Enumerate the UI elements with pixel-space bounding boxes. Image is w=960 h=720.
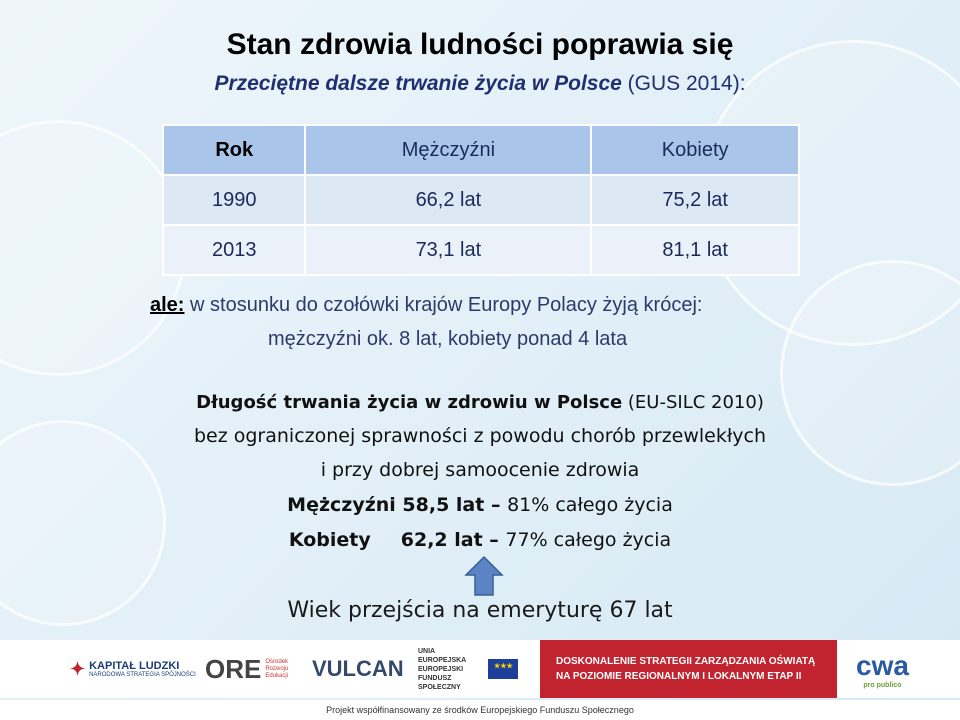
table-cell: 75,2 lat <box>591 175 799 225</box>
table-row <box>163 175 799 225</box>
project-note: Projekt współfinansowany ze środków Europejskiego Funduszu Społecznego <box>0 700 960 720</box>
retirement-age: Wiek przejścia na emeryturę 67 lat <box>287 598 673 623</box>
decor-bubble <box>0 120 186 376</box>
kapital-ludzki-logo <box>70 640 196 698</box>
healthy-heading <box>0 392 960 413</box>
subtitle <box>0 72 960 96</box>
healthy-line-3: i przy dobrej samoocenie zdrowia <box>320 459 640 481</box>
table-header-cell: Mężczyźni <box>305 125 591 175</box>
ore-text: ORE <box>205 653 262 684</box>
up-arrow-icon <box>464 555 504 597</box>
table-header-cell: Kobiety <box>591 125 799 175</box>
eu-logo <box>418 640 518 698</box>
ore-sub: Ośrodek Rozwoju Edukacji <box>265 658 289 679</box>
note-line-1 <box>150 294 702 317</box>
table-header-cell: Rok <box>163 125 305 175</box>
subtitle-source: (GUS 2014): <box>627 72 746 95</box>
table-cell: 2013 <box>163 225 305 275</box>
banner-line-2: NA POZIOMIE REGIONALNYM I LOKALNYM ETAP II <box>556 671 802 682</box>
footer-logos <box>0 640 960 698</box>
note-line-2: mężczyźni ok. 8 lat, kobiety ponad 4 lata <box>268 328 628 350</box>
kl-title: KAPITAŁ LUDZKI <box>89 660 180 672</box>
kl-sub: NARODOWA STRATEGIA SPÓJNOŚCI <box>89 672 196 678</box>
cwa-sub: pro publico <box>863 681 902 689</box>
table-row <box>163 225 799 275</box>
cwa-text: cwa <box>856 649 909 681</box>
table-cell: 1990 <box>163 175 305 225</box>
women-value: 62,2 lat <box>400 529 483 551</box>
table-cell: 66,2 lat <box>305 175 591 225</box>
healthy-heading-strong: Długość trwania życia w zdrowiu w Polsce <box>196 392 623 413</box>
table-header-row <box>163 125 799 175</box>
healthy-women-line <box>0 529 960 551</box>
subtitle-strong: Przeciętne dalsze trwanie życia w Polsce <box>214 72 622 95</box>
men-share: 81% całego życia <box>507 494 673 516</box>
page-title: Stan zdrowia ludności poprawia się <box>226 28 734 61</box>
table-cell: 73,1 lat <box>305 225 591 275</box>
vulcan-logo: VULCAN <box>312 656 404 681</box>
healthy-heading-source: (EU-SILC 2010) <box>622 392 764 413</box>
women-dash: – <box>482 529 506 551</box>
star-icon: ✦ <box>70 658 86 679</box>
decor-bubble <box>0 420 166 626</box>
banner-line-1: DOSKONALENIE STRATEGII ZARZĄDZANIA OŚWIATĄ <box>556 656 816 667</box>
life-expectancy-table <box>162 124 800 276</box>
table-cell: 81,1 lat <box>591 225 799 275</box>
eu-flag-icon: ★★★ <box>488 659 518 679</box>
ore-logo <box>205 640 299 698</box>
note-text: w stosunku do czołówki krajów Europy Polacy żyją krócej: <box>184 294 703 316</box>
note-lead: ale: <box>150 294 185 316</box>
men-dash: – <box>484 494 508 516</box>
project-banner <box>540 640 837 698</box>
cwa-logo <box>856 640 909 698</box>
women-label: Kobiety <box>288 529 371 551</box>
men-label: Mężczyźni 58,5 lat <box>287 494 485 516</box>
eu-text: UNIA EUROPEJSKA EUROPEJSKI FUNDUSZ SPOŁECZNY <box>418 647 466 691</box>
healthy-men-line <box>0 494 960 516</box>
women-share: 77% całego życia <box>505 529 672 551</box>
healthy-line-2: bez ograniczonej sprawności z powodu chorób przewlekłych <box>193 425 766 447</box>
